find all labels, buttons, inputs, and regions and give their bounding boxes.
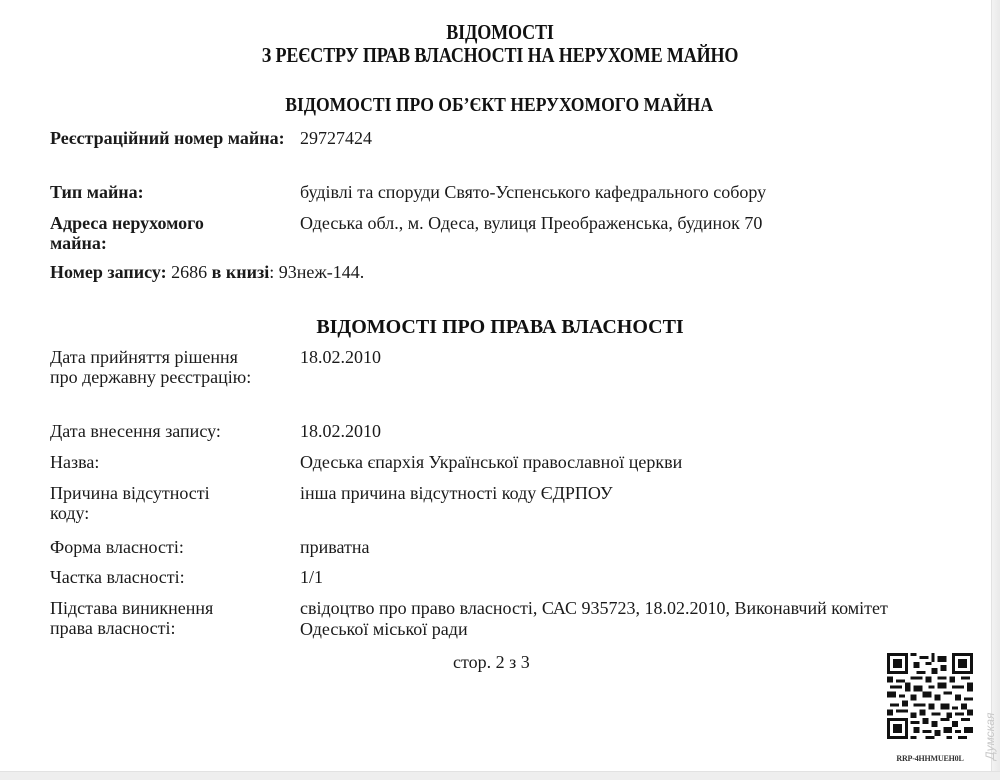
field-value: інша причина відсутності коду ЄДРПОУ <box>300 483 613 503</box>
document-title-line-1: ВІДОМОСТІ <box>446 20 554 44</box>
page-edge-right <box>991 0 1000 780</box>
field-value: будівлі та споруди Свято-Успенського кафедрального собору <box>300 182 767 202</box>
field-label: Реєстраційний номер майна: <box>50 128 285 148</box>
field-value: Одеська єпархія Української православної церкви <box>300 452 683 472</box>
field-value: 18.02.2010 <box>300 421 381 441</box>
record-number-value: 2686 <box>171 262 208 282</box>
field-value: свідоцтво про право власності, САС 935723, 18.02.2010, Виконавчий комітет Одеської міської ради <box>300 598 888 639</box>
field-label: Назва: <box>50 452 100 472</box>
field-label: Підстава виникнення права власності: <box>50 598 214 638</box>
field-label: Тип майна: <box>50 182 144 202</box>
page-edge-bottom <box>0 771 1000 780</box>
page-indicator: стор. 2 з 3 <box>453 652 530 672</box>
record-number-line <box>50 262 364 282</box>
document-title-line-2: З РЕЄСТРУ ПРАВ ВЛАСНОСТІ НА НЕРУХОМЕ МАЙНО <box>261 43 739 67</box>
object-section-heading: ВІДОМОСТІ ПРО ОБ’ЄКТ НЕРУХОМОГО МАЙНА <box>285 94 714 116</box>
qr-code-icon <box>887 653 973 739</box>
field-value: Одеська обл., м. Одеса, вулиця Преображенська, будинок 70 <box>300 213 763 233</box>
rights-section-heading: ВІДОМОСТІ ПРО ПРАВА ВЛАСНОСТІ <box>316 316 684 338</box>
field-label: Частка власності: <box>50 567 185 587</box>
record-book-value: : 93неж-144. <box>269 262 365 282</box>
field-label: Адреса нерухомого майна: <box>50 213 204 253</box>
field-label: Дата прийняття рішення про державну реєстрацію: <box>50 347 252 387</box>
field-label: Форма власності: <box>50 537 184 557</box>
field-value: 29727424 <box>300 128 372 148</box>
record-number-label: Номер запису: <box>50 262 167 282</box>
field-label: Дата внесення запису: <box>50 421 221 441</box>
record-book-label: в книзі <box>211 262 270 282</box>
field-value: 18.02.2010 <box>300 347 381 367</box>
field-value: 1/1 <box>300 567 324 587</box>
field-value: приватна <box>300 537 370 557</box>
qr-code-caption: RRP-4HHMUEH0L <box>896 754 964 763</box>
field-label: Причина відсутності коду: <box>50 483 210 523</box>
watermark: Думская <box>983 712 997 760</box>
